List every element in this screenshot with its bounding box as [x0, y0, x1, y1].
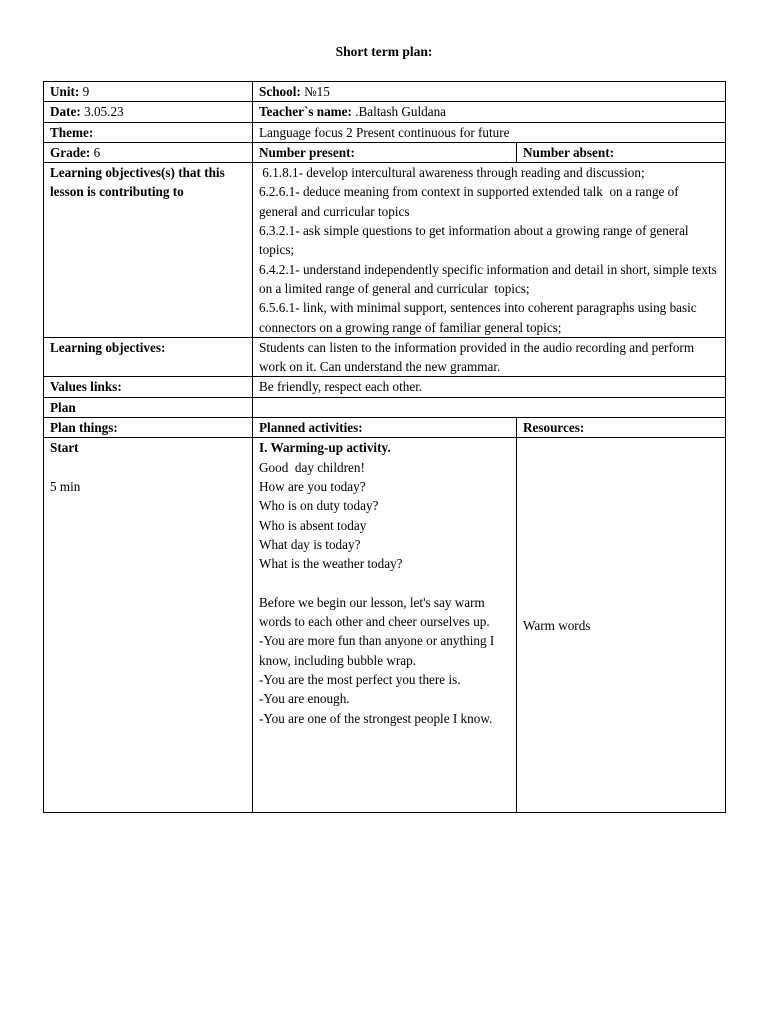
- school-cell: [253, 82, 726, 102]
- unit-value: 9: [79, 84, 90, 99]
- row-learning-objectives: [44, 337, 726, 377]
- date-value: 3.05.23: [80, 104, 124, 120]
- school-value: №15: [300, 84, 330, 99]
- warmup-question: Who is on duty today?: [259, 498, 379, 514]
- unit-cell: [44, 82, 253, 102]
- learning-objectives-value: Students can listen to the information provided in the audio recording and perform work on it. Can understand the new grammar.: [253, 337, 726, 377]
- values-links-label: Values links:: [44, 377, 253, 397]
- theme-label: Theme:: [50, 124, 94, 140]
- lo-code-item: 6.2.6.1- deduce meaning from context in supported extended talk on a range of general and curricular topics: [259, 184, 682, 219]
- warmup-question: Who is absent today: [259, 517, 367, 533]
- plan-things-header: Plan things:: [44, 418, 253, 438]
- lo-code-item: 6.4.2.1- understand independently specific information and detail in short, simple texts on a limited range of general and curricular topics;: [259, 261, 721, 296]
- theme-label-cell: [44, 122, 253, 142]
- plan-label: Plan: [44, 397, 253, 417]
- warmup-question: What day is today?: [259, 536, 361, 552]
- lo-codes-label: Learning objectives(s) that this lesson is contributing to: [44, 163, 253, 338]
- start-stage-label: Start: [50, 440, 79, 456]
- row-headers: [44, 418, 726, 438]
- date-cell: [44, 102, 253, 122]
- teacher-cell: [253, 102, 726, 122]
- plan-empty-cell: [253, 397, 726, 417]
- unit-label: Unit:: [50, 84, 80, 99]
- warmup-question: How are you today?: [259, 478, 366, 494]
- grade-value: 6: [90, 144, 101, 160]
- row-start: [44, 438, 726, 813]
- school-label: School:: [259, 84, 301, 99]
- page-title: Short term plan:: [335, 44, 433, 59]
- warmup-question: What is the weather today?: [259, 556, 403, 572]
- row-date-teacher: [44, 102, 726, 122]
- row-values-links: [44, 377, 726, 397]
- planned-activities-header: Planned activities:: [253, 418, 517, 438]
- lesson-plan-table: [43, 81, 726, 813]
- row-unit-school: [44, 82, 726, 102]
- learning-objectives-label: Learning objectives:: [44, 337, 253, 377]
- lo-code-item: 6.3.2.1- ask simple questions to get information about a growing range of general topics;: [259, 223, 692, 258]
- lo-code-item: 6.5.6.1- link, with minimal support, sentences into coherent paragraphs using basic connectors on a growing range of familiar general topics;: [259, 300, 700, 335]
- warm-phrase: -You are one of the strongest people I know.: [259, 710, 493, 726]
- theme-value: Language focus 2 Present continuous for future: [253, 122, 726, 142]
- row-theme: [44, 122, 726, 142]
- start-stage-cell: [44, 438, 253, 813]
- start-time: 5 min: [50, 478, 81, 494]
- row-grade: [44, 142, 726, 162]
- warm-words-intro: Before we begin our lesson, let's say warm words to each other and cheer ourselves up.: [259, 594, 490, 630]
- row-plan: [44, 397, 726, 417]
- teacher-label: Teacher`s name:: [259, 104, 352, 120]
- warm-phrase: -You are enough.: [259, 691, 350, 707]
- resources-header: Resources:: [517, 418, 726, 438]
- resource-warm-words: Warm words: [523, 617, 591, 633]
- row-lo-codes: [44, 163, 726, 338]
- grade-cell: [44, 142, 253, 162]
- start-resources-cell: [517, 438, 726, 813]
- warm-phrase: -You are more fun than anyone or anything I know, including bubble wrap.: [259, 633, 498, 668]
- grade-label: Grade:: [50, 144, 91, 160]
- activity-title: I. Warming-up activity.: [259, 440, 391, 456]
- date-label: Date:: [50, 104, 81, 120]
- number-absent-label: Number absent:: [517, 142, 726, 162]
- spacer: [50, 458, 246, 477]
- warmup-question: Good day children!: [259, 459, 365, 475]
- teacher-value: .Baltash Guldana: [351, 104, 447, 120]
- lo-code-item: 6.1.8.1- develop intercultural awareness through reading and discussion;: [259, 165, 645, 181]
- lo-codes-list: [253, 163, 726, 338]
- start-activities-cell: [253, 438, 517, 813]
- spacer: [259, 573, 510, 592]
- number-present-label: Number present:: [253, 142, 517, 162]
- warm-phrase: -You are the most perfect you there is.: [259, 671, 461, 687]
- values-links-value: Be friendly, respect each other.: [253, 377, 726, 397]
